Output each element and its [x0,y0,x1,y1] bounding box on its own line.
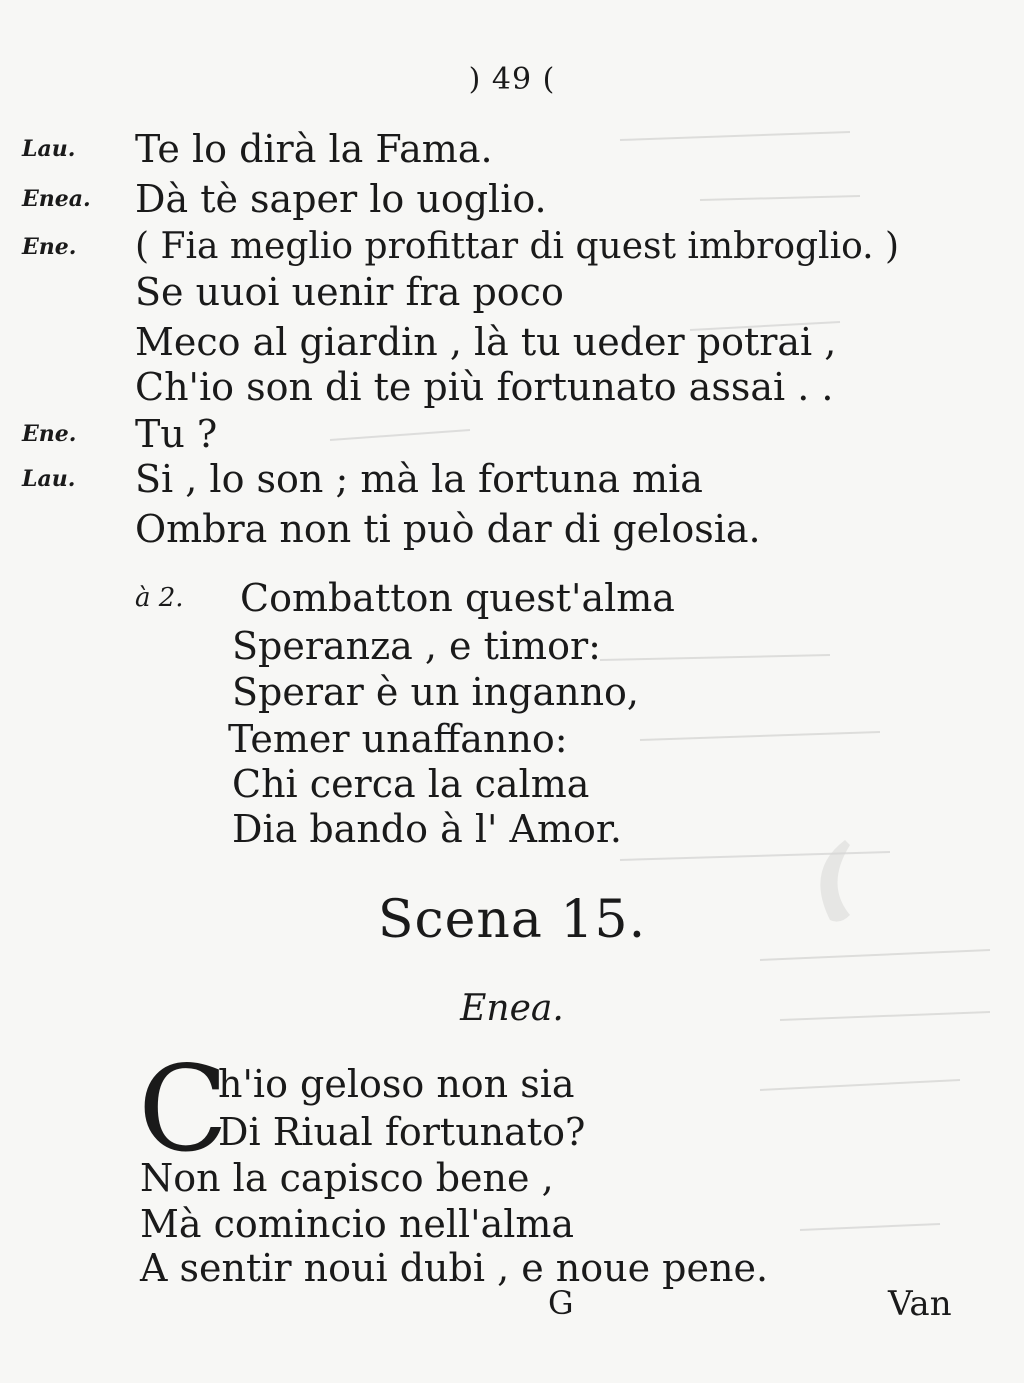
duet-line: Temer unaffanno: [228,717,568,761]
scene-speaker: Enea. [460,988,564,1029]
speaker-label: Lau. [22,136,76,162]
scene-title: Scena 15. [377,890,647,950]
dialogue-line: Se uuoi uenir fra poco [135,270,564,314]
duet-line: Chi cerca la calma [232,762,590,806]
dialogue-line: Ombra non ti può dar di gelosia. [135,507,761,551]
drop-cap: C [138,1040,229,1178]
scene-line: Di Riual fortunato? [218,1110,586,1154]
duet-line: Combatton quest'alma [240,576,675,620]
duet-line: Speranza , e timor: [232,624,601,668]
speaker-label: Ene. [22,421,77,447]
dialogue-line: Te lo dirà la Fama. [135,127,493,171]
catchword: Van [888,1284,952,1324]
duet-line: Dia bando à l' Amor. [232,807,622,851]
speaker-label: Enea. [22,186,91,212]
speaker-label: Lau. [22,466,76,492]
dialogue-line: Meco al giardin , là tu ueder potrai , [135,320,837,364]
scene-line: h'io geloso non sia [218,1062,575,1106]
dialogue-line: Dà tè saper lo uoglio. [135,177,547,221]
duet-line: Sperar è un inganno, [232,670,640,714]
scene-line: A sentir noui dubi , e noue pene. [140,1246,769,1290]
page-number: ) 49 ( [468,62,556,97]
dialogue-line: Tu ? [135,412,218,456]
speaker-label: Ene. [22,234,77,260]
dialogue-line: Si , lo son ; mà la fortuna mia [135,457,703,501]
signature-mark: G [548,1284,574,1322]
dialogue-line: ( Fia meglio profittar di quest imbroglio. ) [135,226,900,267]
scene-line: Non la capisco bene , [140,1156,554,1200]
scene-line: Mà comincio nell'alma [140,1202,575,1246]
dialogue-line: Ch'io son di te più fortunato assai . . [135,365,834,409]
duet-marker: à 2. [135,583,184,613]
